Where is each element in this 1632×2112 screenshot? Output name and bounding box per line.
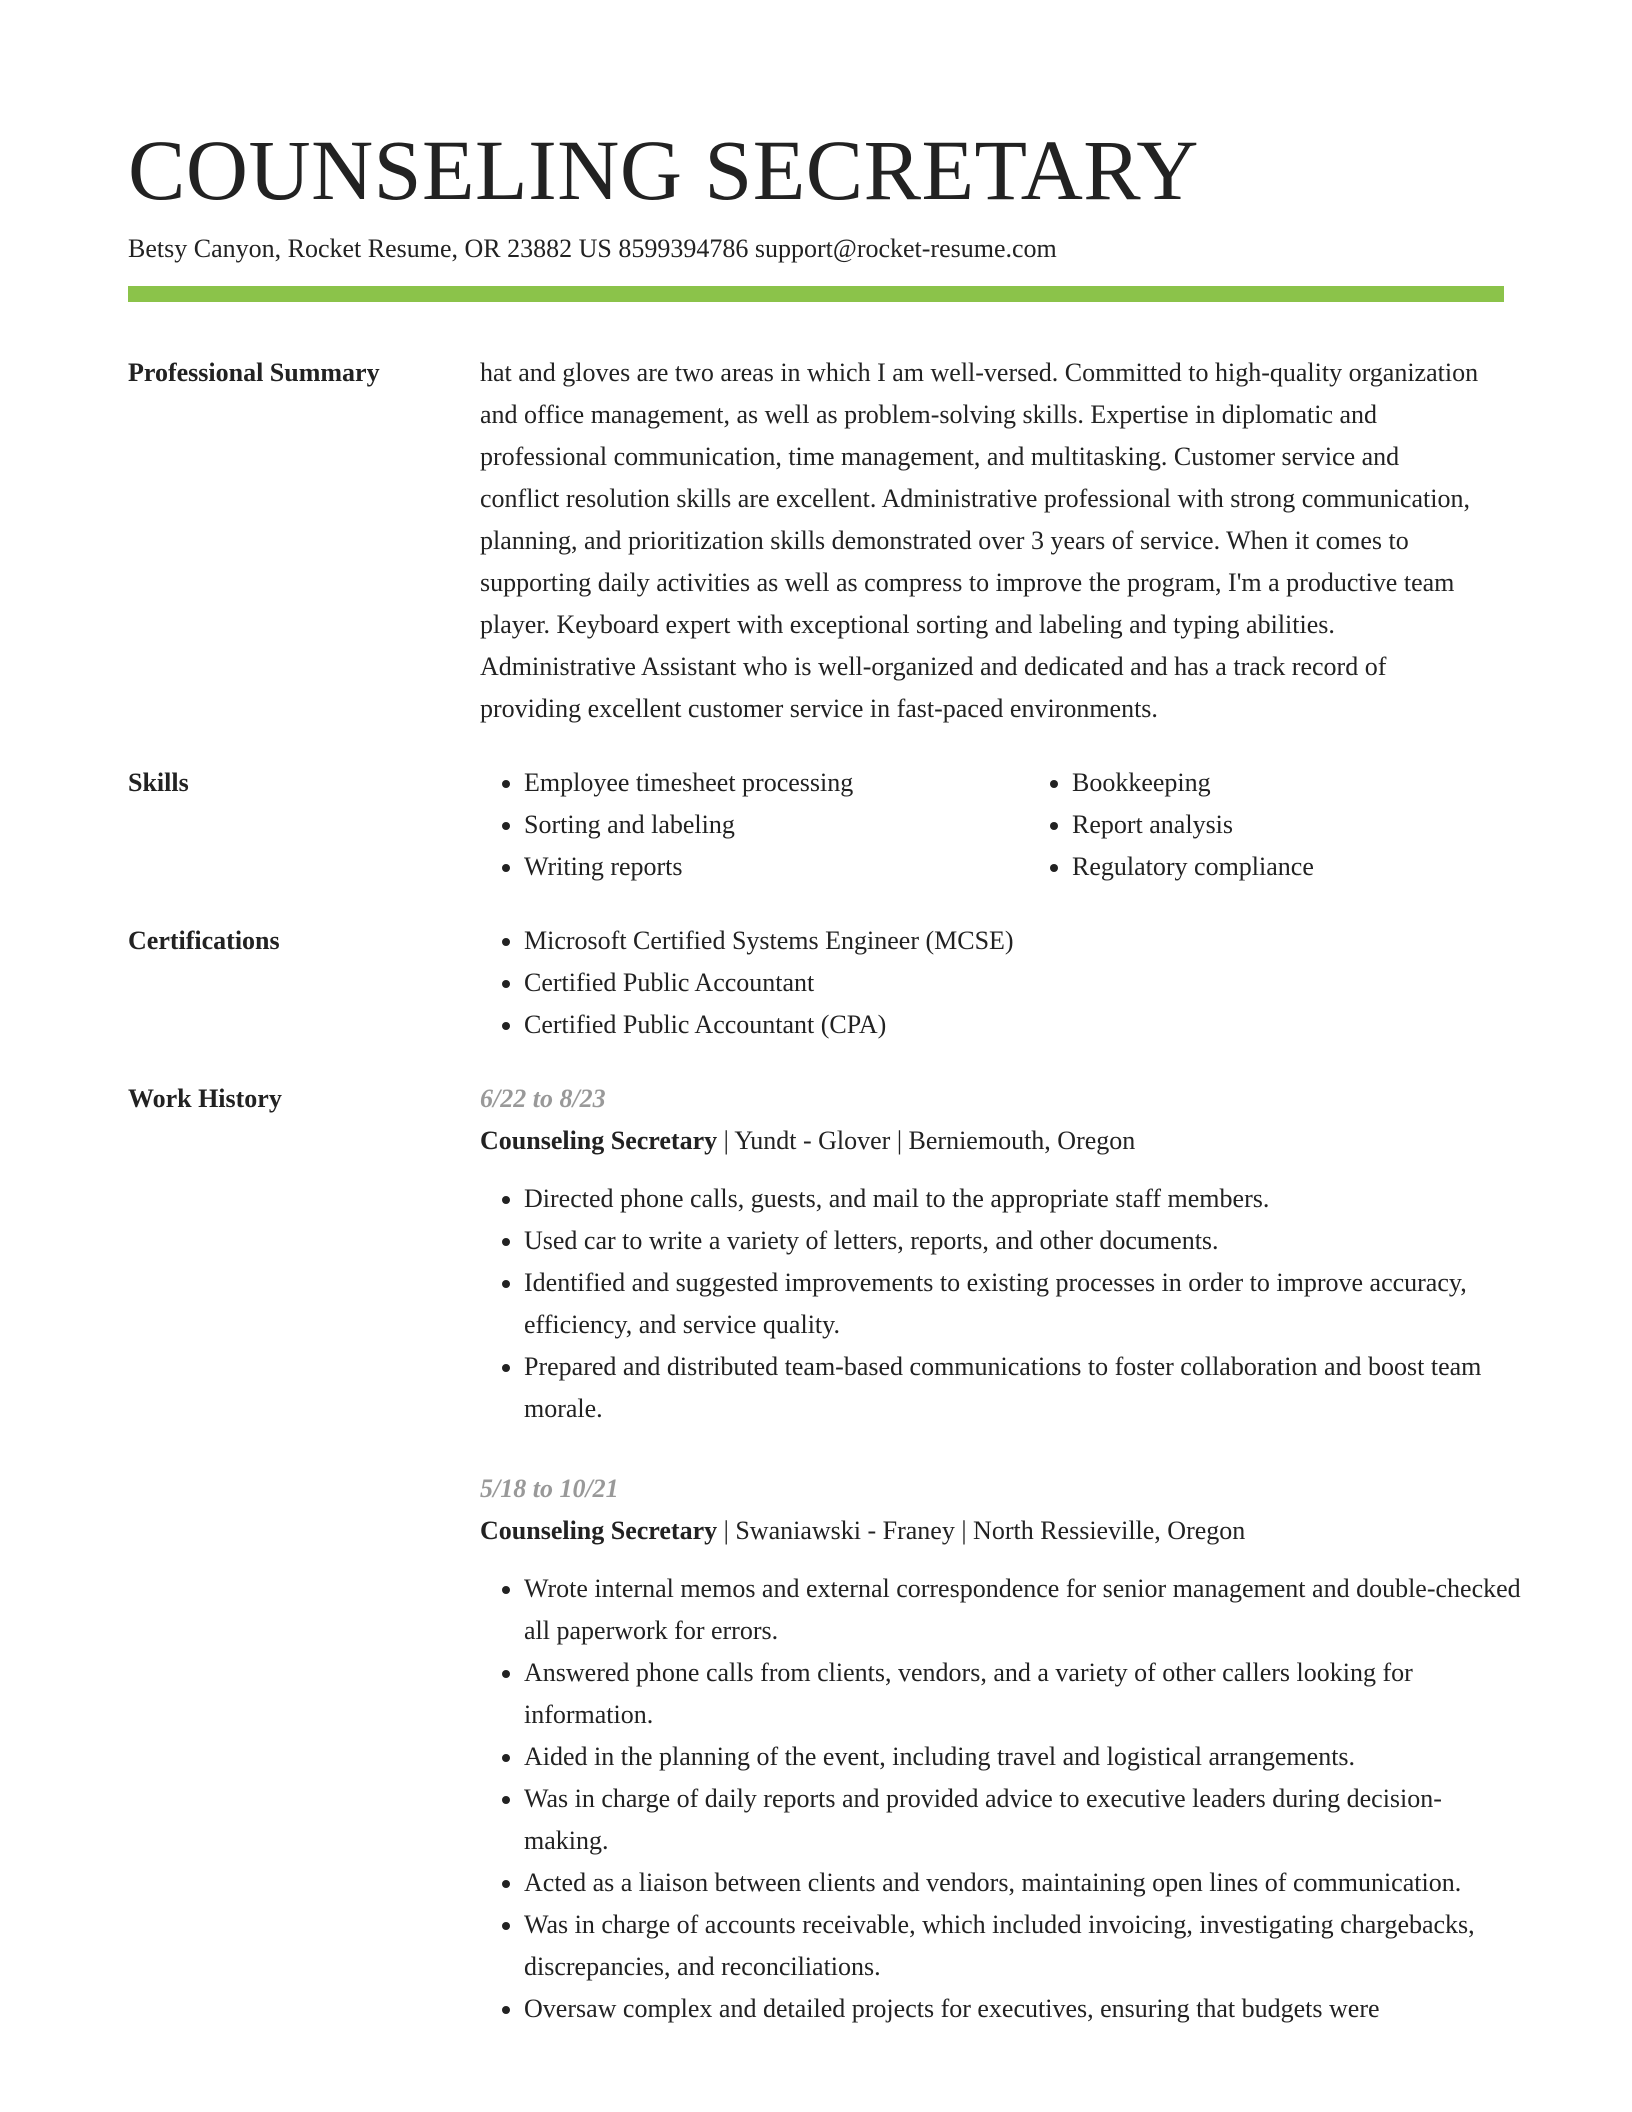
job-duty-item: • Identified and suggested improvements to existing processes in order to improve accuracy, efficiency, and service quality. xyxy=(524,1262,1524,1346)
job-title: Counseling Secretary xyxy=(480,1516,718,1545)
skill-item: • Sorting and labeling xyxy=(524,804,1028,846)
job-duty-item: • Prepared and distributed team-based communications to foster collaboration and boost team morale. xyxy=(524,1346,1524,1430)
section-title-certifications: Certifications xyxy=(128,926,280,955)
work-history-body xyxy=(480,1078,1524,2030)
job-duty-item: • Acted as a liaison between clients and vendors, maintaining open lines of communication. xyxy=(524,1862,1524,1904)
job-title-line xyxy=(480,1120,1524,1162)
job-employer-location: | Swaniawski - Franey | North Ressieville, Oregon xyxy=(717,1516,1246,1545)
certification-item: • Microsoft Certified Systems Engineer (MCSE) xyxy=(524,920,1504,962)
section-title-summary: Professional Summary xyxy=(128,358,380,387)
summary-body xyxy=(480,352,1504,730)
job-duties-list xyxy=(480,1568,1524,2030)
job-employer-location: | Yundt - Glover | Berniemouth, Oregon xyxy=(717,1126,1136,1155)
job-entry xyxy=(480,1468,1524,2030)
skill-item: • Writing reports xyxy=(524,846,1028,888)
resume-title: COUNSELING SECRETARY xyxy=(128,122,1200,218)
professional-summary-section xyxy=(128,352,1504,730)
skills-column-1 xyxy=(480,762,1028,888)
summary-text: hat and gloves are two areas in which I am well-versed. Committed to high-quality organization and office management, as well as problem-solving skills. Expertise in diplomatic and professional communication, time management, and multitasking. Customer service and conflict resolution skills are excellent. Administrative professional with strong communication, planning, and prioritization skills demonstrated over 3 years of service. When it comes to supporting daily activities as well as compress to improve the program, I'm a productive team player. Keyboard expert with exceptional sorting and labeling and typing abilities. Administrative Assistant who is well-organized and dedicated and has a track record of providing excellent customer service in fast-paced environments. xyxy=(480,358,1479,723)
skill-item: • Regulatory compliance xyxy=(1072,846,1576,888)
work-history-section xyxy=(128,1078,1521,2030)
section-title-work-history: Work History xyxy=(128,1084,282,1113)
certifications-list xyxy=(480,920,1504,1046)
job-duty-item: • Aided in the planning of the event, including travel and logistical arrangements. xyxy=(524,1736,1524,1778)
job-title-line xyxy=(480,1510,1524,1552)
skill-item: • Employee timesheet processing xyxy=(524,762,1028,804)
contact-line: Betsy Canyon, Rocket Resume, OR 23882 US 8599394786 support@rocket-resume.com xyxy=(128,234,1057,263)
job-duty-item: • Used car to write a variety of letters, reports, and other documents. xyxy=(524,1220,1524,1262)
job-duty-item: • Answered phone calls from clients, vendors, and a variety of other callers looking for information. xyxy=(524,1652,1524,1736)
resume-page xyxy=(128,0,1521,2030)
certification-item: • Certified Public Accountant xyxy=(524,962,1504,1004)
job-dates: 6/22 to 8/23 xyxy=(480,1084,606,1113)
skills-grid xyxy=(480,762,1576,888)
certifications-body xyxy=(480,920,1504,1046)
skill-item: • Report analysis xyxy=(1072,804,1576,846)
job-dates: 5/18 to 10/21 xyxy=(480,1474,619,1503)
skills-section xyxy=(128,762,1504,888)
job-title: Counseling Secretary xyxy=(480,1126,718,1155)
job-duties-list xyxy=(480,1178,1524,1430)
section-title-skills: Skills xyxy=(128,768,189,797)
job-duty-item: • Was in charge of daily reports and provided advice to executive leaders during decision-making. xyxy=(524,1778,1524,1862)
certification-item: • Certified Public Accountant (CPA) xyxy=(524,1004,1504,1046)
job-duty-item: • Oversaw complex and detailed projects for executives, ensuring that budgets were xyxy=(524,1988,1524,2030)
skills-column-2 xyxy=(1028,762,1576,888)
header-divider xyxy=(128,286,1504,302)
job-duty-item: • Wrote internal memos and external correspondence for senior management and double-checked all paperwork for errors. xyxy=(524,1568,1524,1652)
job-duty-item: • Directed phone calls, guests, and mail to the appropriate staff members. xyxy=(524,1178,1524,1220)
job-entry xyxy=(480,1078,1524,1430)
job-duty-item: • Was in charge of accounts receivable, which included invoicing, investigating chargebacks, discrepancies, and reconciliations. xyxy=(524,1904,1524,1988)
certifications-section xyxy=(128,920,1504,1046)
skill-item: • Bookkeeping xyxy=(1072,762,1576,804)
